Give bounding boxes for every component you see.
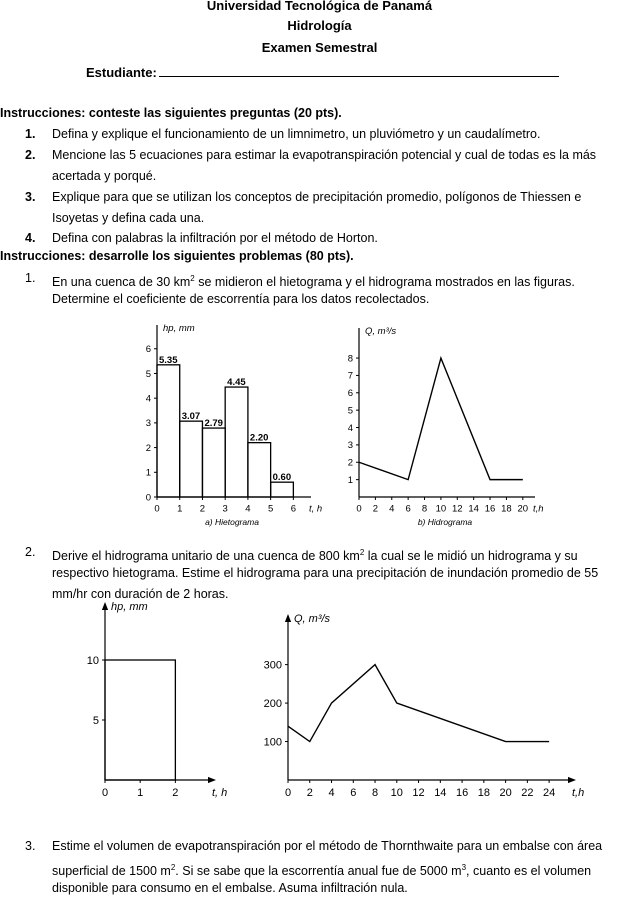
y-axis-label: hp, mm [163, 323, 195, 334]
y-axis-label: hp, mm [111, 601, 148, 613]
y-tick-label: 4 [145, 393, 151, 405]
hidrograma-1-chart [345, 312, 560, 532]
x-tick-label: 4 [245, 503, 251, 515]
q3-text-line1: Explique para que se utilizan los conceptos de precipitación promedio, polígonos de Thiessen e [52, 190, 582, 204]
x-tick-label: 18 [501, 503, 512, 515]
x-tick-label: 1 [137, 787, 144, 799]
x-tick-label: 3 [222, 503, 228, 515]
y-tick-label: 200 [263, 697, 282, 710]
hietograma-1-chart [135, 312, 345, 532]
q2-text-line2: acertada y porqué. [52, 169, 157, 183]
hietograma-2-chart [80, 601, 250, 810]
bar [157, 365, 180, 497]
y-tick-label: 3 [145, 418, 151, 430]
x-tick-label: 6 [405, 503, 411, 515]
x-tick-label: 4 [328, 787, 335, 799]
y-tick-label: 300 [263, 659, 282, 672]
p2-text-a: Derive el hidrograma unitario de una cuenca de 800 km [52, 549, 360, 564]
p2-text-line2: respectivo hietograma. Estime el hidrograma para una precipitación de inundación promedio de 55 [52, 566, 599, 580]
student-field [86, 64, 559, 80]
chart-caption: b) Hidrograma [417, 517, 473, 527]
bar [202, 428, 225, 497]
x-tick-label: 16 [455, 787, 469, 799]
p3-sup: 2 [170, 863, 176, 872]
p1-text-a: En una cuenca de 30 km [52, 275, 191, 290]
x-axis-label: t,h [533, 503, 544, 515]
q2-number: 2. [25, 148, 36, 162]
y-tick-label: 10 [86, 654, 99, 667]
hidrograma-2-chart [255, 610, 605, 810]
bar [180, 421, 203, 497]
y-tick-label: 5 [92, 714, 99, 727]
y-tick-label: 1 [347, 474, 353, 486]
x-axis-label: t, h [309, 503, 323, 515]
section1-instructions: Instrucciones: conteste las siguientes preguntas (20 pts). [0, 106, 342, 120]
student-name-line[interactable] [159, 64, 559, 77]
bar-data-label: 2.20 [249, 432, 269, 444]
y-tick-label: 7 [347, 370, 353, 382]
x-tick-label: 18 [477, 787, 490, 799]
x-tick-label: 10 [390, 787, 403, 799]
bar-data-label: 2.79 [204, 418, 223, 430]
chart-caption: a) Hietograma [205, 517, 259, 527]
y-axis-label: Q, m³/s [365, 326, 397, 337]
x-tick-label: 6 [350, 787, 357, 799]
q4-text: Defina con palabras la infiltración por el método de Horton. [52, 231, 378, 245]
section2-instructions: Instrucciones: desarrolle los siguientes problemas (80 pts). [0, 249, 354, 263]
x-tick-label: 8 [421, 503, 428, 515]
series-line [288, 665, 549, 742]
p3-sup2: 3 [461, 863, 467, 872]
p3-number: 3. [25, 839, 36, 853]
x-tick-label: 12 [451, 503, 463, 515]
y-axis-label: Q, m³/s [294, 613, 331, 625]
y-tick-label: 5 [347, 405, 353, 417]
y-tick-label: 6 [145, 344, 151, 356]
x-tick-label: 10 [435, 503, 447, 515]
p1-text-line2: Determine el coeficiente de escorrentía para los datos recolectados. [52, 292, 430, 306]
x-tick-label: 0 [101, 787, 109, 799]
p2-sup: 2 [359, 548, 365, 557]
p1-number: 1. [25, 271, 36, 285]
bar-data-label: 4.45 [227, 377, 246, 389]
bar-data-label: 3.07 [181, 411, 201, 423]
y-tick-label: 6 [347, 388, 353, 400]
p3-text-a: superficial de 1500 m [52, 864, 171, 879]
q1-text: Defina y explique el funcionamiento de un limnimetro, un pluviómetro y un caudalímetro. [52, 127, 541, 141]
q3-text-line2: Isoyetas y defina cada una. [52, 211, 205, 225]
bar [271, 482, 294, 497]
p2-text-line3: mm/hr con duración de 2 horas. [52, 587, 229, 601]
series-line [359, 358, 523, 480]
p2-text-b: la cual se le midió un hidrograma y su [364, 549, 578, 564]
x-tick-label: 0 [284, 787, 292, 799]
bar [105, 660, 175, 780]
x-tick-label: 5 [267, 503, 274, 515]
q2-text-line1: Mencione las 5 ecuaciones para estimar la evapotranspiración potencial y cual de todas es la más [52, 148, 597, 162]
bar-data-label: 5.35 [159, 354, 178, 366]
university-title: Universidad Tecnológica de Panamá [206, 0, 433, 13]
p3-text-line1: Estime el volumen de evapotranspiración por el método de Thornthwaite para un embalse con área [52, 839, 603, 853]
x-tick-label: 24 [542, 787, 556, 799]
p2-number: 2. [25, 545, 36, 559]
x-axis-label: t,h [572, 787, 585, 799]
y-tick-label: 3 [347, 440, 353, 452]
p1-text-b: se midieron el hietograma y el hidrograma mostrados en las figuras. [194, 275, 575, 290]
y-axis-arrow [285, 614, 291, 622]
x-tick-label: 22 [521, 787, 534, 799]
q3-number: 3. [25, 190, 36, 204]
y-tick-label: 2 [347, 457, 353, 469]
y-tick-label: 2 [145, 442, 151, 454]
x-tick-label: 2 [199, 503, 206, 515]
bar [225, 387, 248, 497]
x-tick-label: 6 [290, 503, 297, 515]
x-tick-label: 2 [372, 503, 379, 515]
bar-data-label: 0.60 [272, 472, 292, 484]
y-tick-label: 1 [145, 467, 151, 479]
x-tick-label: 4 [389, 503, 395, 515]
q1-number: 1. [25, 127, 36, 141]
x-tick-label: 8 [371, 787, 379, 799]
y-tick-label: 0 [145, 492, 151, 504]
x-axis-arrow [208, 777, 216, 783]
x-axis-label: t, h [212, 787, 228, 799]
student-label: Estudiante: [86, 65, 157, 80]
bar [248, 443, 271, 497]
exam-title: Examen Semestral [261, 40, 378, 55]
x-tick-label: 16 [484, 503, 496, 515]
x-tick-label: 1 [177, 503, 183, 515]
p3-text-c: , cuanto es el volumen [466, 864, 592, 879]
course-title: Hidrología [287, 18, 352, 33]
x-tick-label: 0 [154, 503, 160, 515]
x-tick-label: 12 [412, 787, 425, 799]
y-tick-label: 100 [263, 736, 282, 749]
x-tick-label: 14 [434, 787, 447, 799]
x-tick-label: 2 [172, 787, 179, 799]
x-tick-label: 2 [306, 787, 313, 799]
x-axis-arrow [568, 777, 576, 783]
q4-number: 4. [25, 231, 36, 245]
x-tick-label: 14 [468, 503, 479, 515]
x-tick-label: 0 [356, 503, 362, 515]
y-tick-label: 4 [347, 422, 353, 434]
p3-text-b: . Si se sabe que la escorrentía anual fue de 5000 m [175, 864, 462, 879]
y-tick-label: 5 [145, 368, 151, 380]
x-tick-label: 20 [499, 787, 512, 799]
x-tick-label: 20 [517, 503, 529, 515]
y-tick-label: 8 [347, 353, 353, 365]
p1-sup: 2 [190, 274, 195, 283]
p3-text-line3: disponible para consumo en el embalse. Asuma infiltración nula. [52, 881, 408, 895]
